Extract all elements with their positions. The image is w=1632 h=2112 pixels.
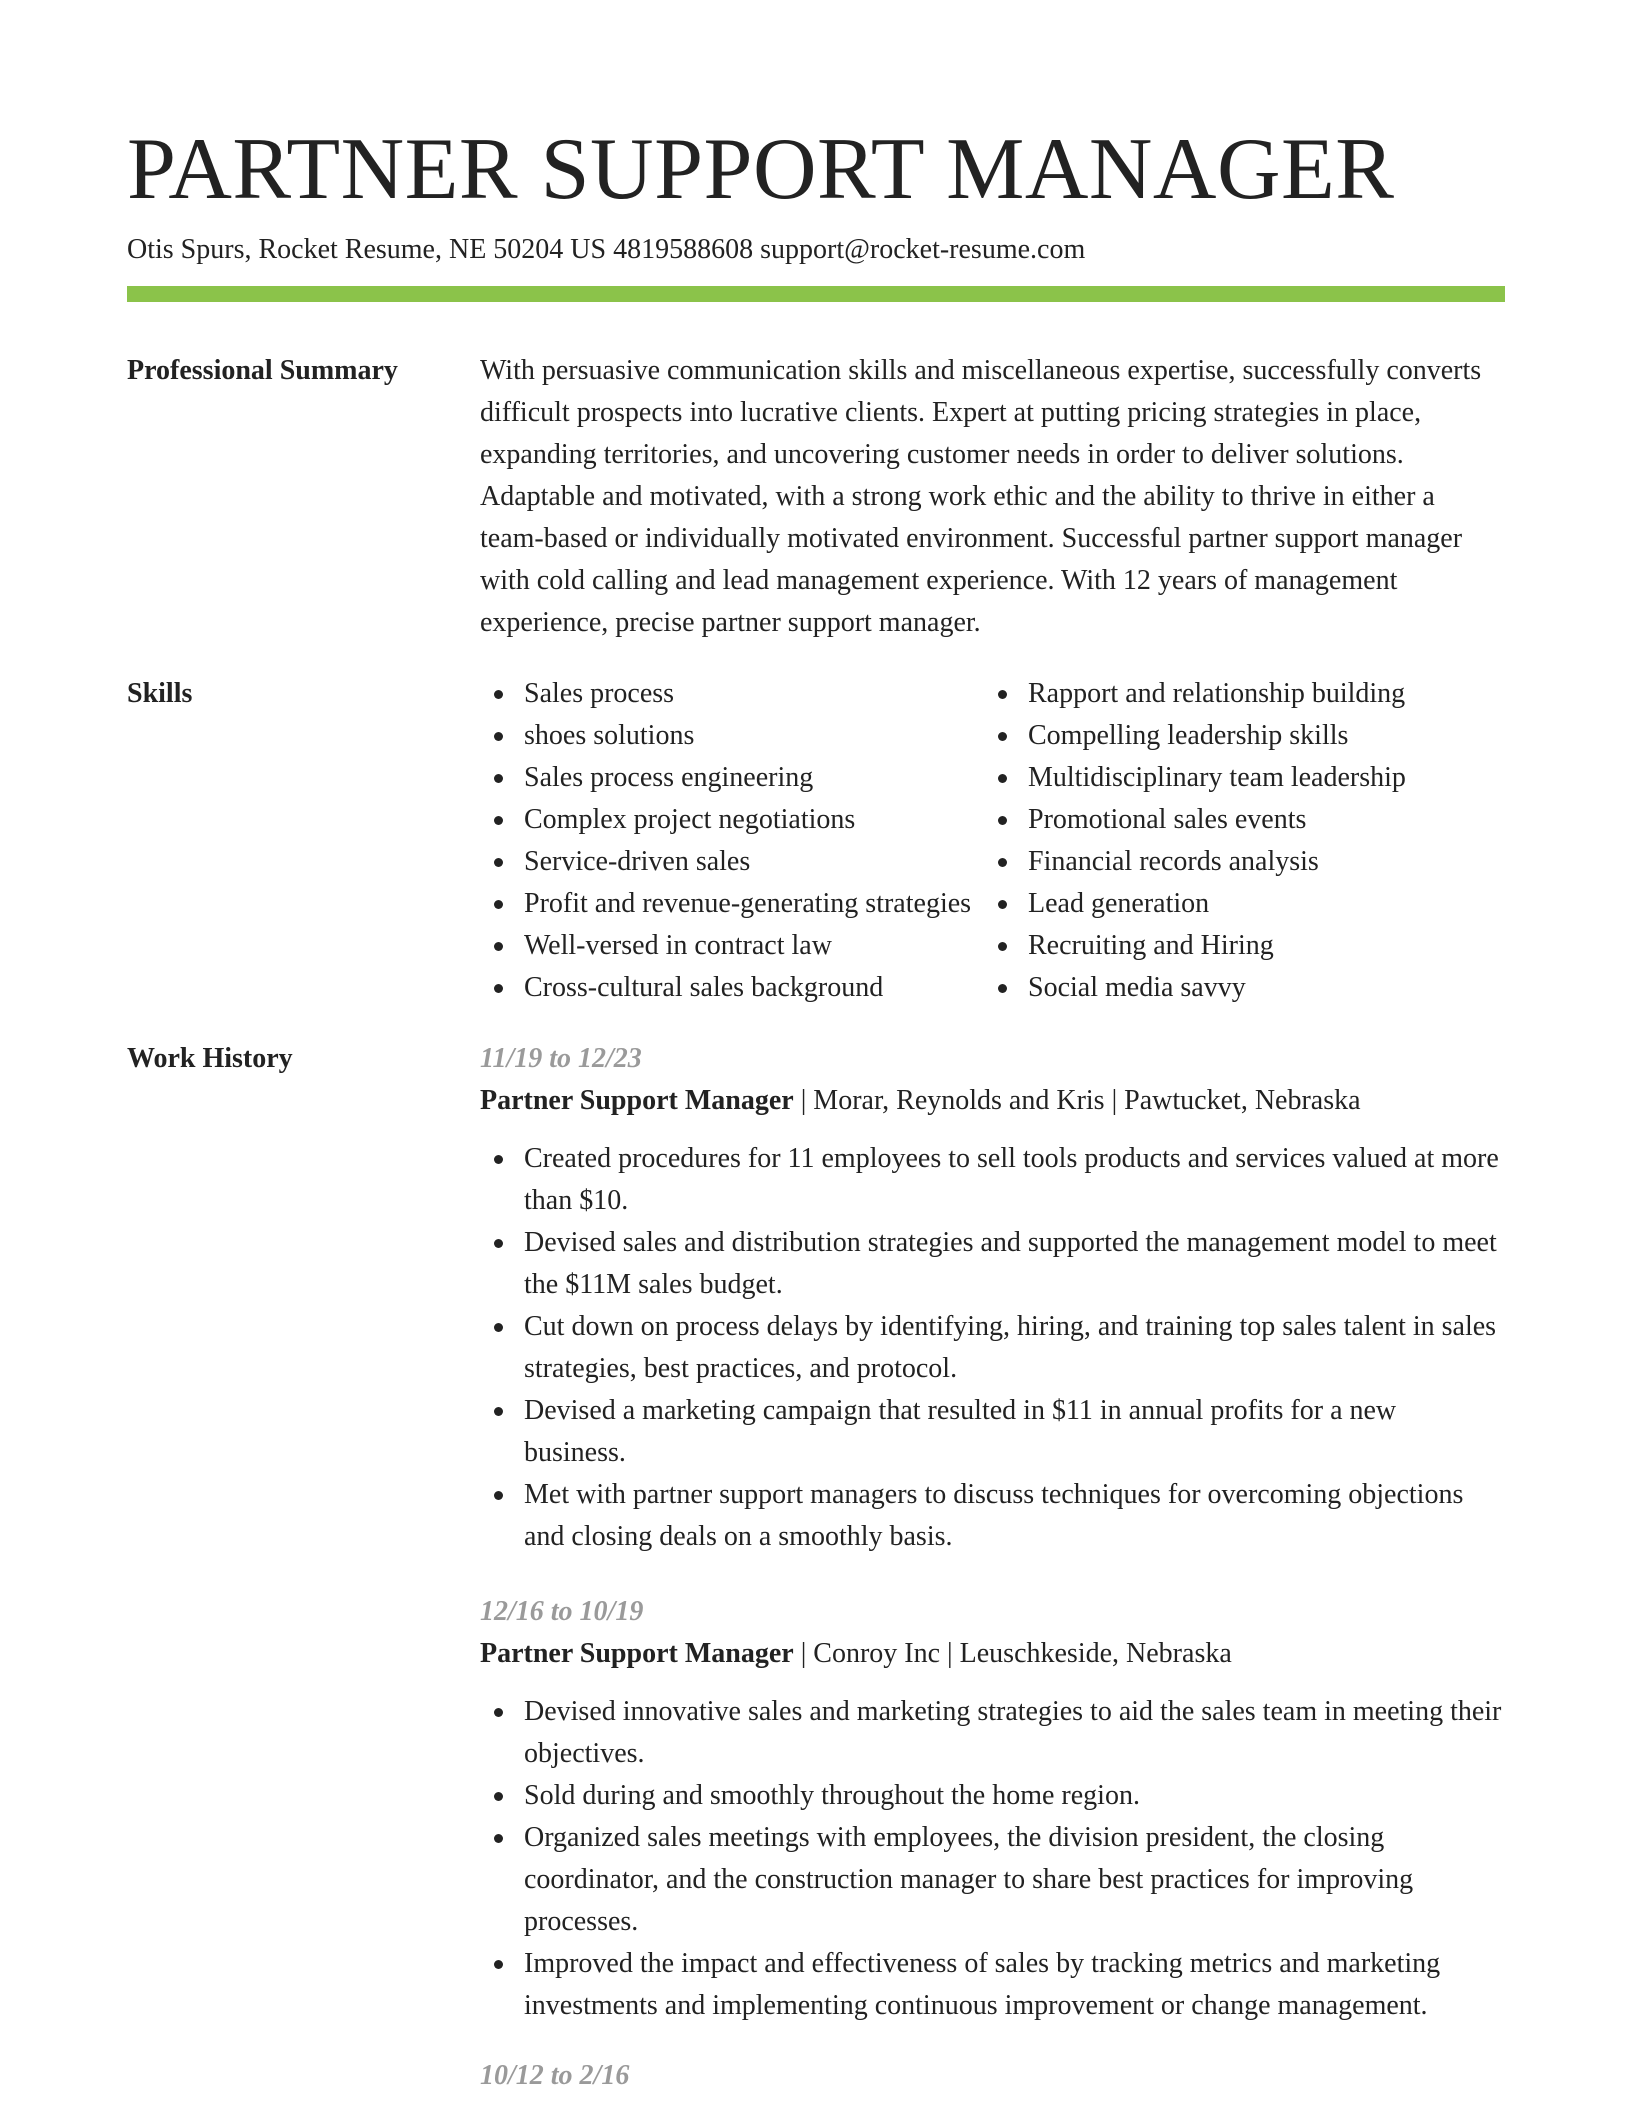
- skills-column-1: [480, 673, 984, 1009]
- skill-item: shoes solutions: [480, 715, 984, 757]
- skill-item: Recruiting and Hiring: [984, 925, 1505, 967]
- skill-item: Lead generation: [984, 883, 1505, 925]
- job-bullet: Sold during and smoothly throughout the home region.: [480, 1775, 1505, 1817]
- job-company-location: | Conroy Inc | Leuschkeside, Nebraska: [793, 1638, 1232, 1669]
- accent-divider: [127, 286, 1505, 302]
- job-bullet: Created procedures for 11 employees to sell tools products and services valued at more than $10.: [480, 1138, 1505, 1222]
- skill-item: Promotional sales events: [984, 799, 1505, 841]
- job-dates: 12/16 to 10/19: [480, 1596, 644, 1627]
- job-title: Partner Support Manager: [480, 1638, 794, 1669]
- job-bullet: Improved the impact and effectiveness of sales by tracking metrics and marketing investments and implementing continuous improvement or change management.: [480, 1943, 1505, 2027]
- resume-title: PARTNER SUPPORT MANAGER: [127, 121, 1395, 218]
- skill-item: Service-driven sales: [480, 841, 984, 883]
- job-bullet: Devised sales and distribution strategies and supported the management model to meet the $11M sales budget.: [480, 1222, 1505, 1306]
- skill-item: Compelling leadership skills: [984, 715, 1505, 757]
- skills-column-2: [984, 673, 1505, 1009]
- summary-text: With persuasive communication skills and miscellaneous expertise, successfully converts difficult prospects into lucrative clients. Expert at putting pricing strategies in place, expanding territories, and uncovering customer needs in order to deliver solutions. Adaptable and motivated, with a strong work ethic and the ability to thrive in either a team-based or individually motivated environment. Successful partner support manager with cold calling and lead management experience. With 12 years of management experience, precise partner support manager.: [480, 355, 1482, 638]
- section-label-skills: Skills: [127, 678, 193, 709]
- job-entry: [480, 2055, 1505, 2097]
- job-title: Partner Support Manager: [480, 1085, 794, 1116]
- job-bullet: Devised a marketing campaign that resulted in $11 in annual profits for a new business.: [480, 1390, 1505, 1474]
- skill-item: Financial records analysis: [984, 841, 1505, 883]
- skills-list: [480, 673, 1505, 1009]
- skill-item: Cross-cultural sales background: [480, 967, 984, 1009]
- contact-info: Otis Spurs, Rocket Resume, NE 50204 US 4819588608 support@rocket-resume.com: [127, 234, 1086, 265]
- job-bullet: Devised innovative sales and marketing strategies to aid the sales team in meeting their objectives.: [480, 1691, 1505, 1775]
- job-bullet-list: [480, 1691, 1505, 2027]
- skill-item: Complex project negotiations: [480, 799, 984, 841]
- job-dates: 10/12 to 2/16: [480, 2060, 630, 2091]
- job-entry: [480, 1591, 1505, 2027]
- section-label-summary: Professional Summary: [127, 355, 398, 386]
- job-dates: 11/19 to 12/23: [480, 1043, 642, 1074]
- skill-item: Sales process: [480, 673, 984, 715]
- job-entry: [480, 1038, 1505, 1558]
- job-bullet: Cut down on process delays by identifying, hiring, and training top sales talent in sales strategies, best practices, and protocol.: [480, 1306, 1505, 1390]
- skill-item: Multidisciplinary team leadership: [984, 757, 1505, 799]
- job-bullet: Met with partner support managers to discuss techniques for overcoming objections and closing deals on a smoothly basis.: [480, 1474, 1505, 1558]
- skill-item: Well-versed in contract law: [480, 925, 984, 967]
- skill-item: Rapport and relationship building: [984, 673, 1505, 715]
- job-header: [480, 1080, 1505, 1122]
- job-company-location: | Morar, Reynolds and Kris | Pawtucket, Nebraska: [793, 1085, 1361, 1116]
- job-header: [480, 1633, 1505, 1675]
- job-bullet: Organized sales meetings with employees, the division president, the closing coordinator, and the construction manager to share best practices for improving processes.: [480, 1817, 1505, 1943]
- section-label-work-history: Work History: [127, 1043, 293, 1074]
- skill-item: Social media savvy: [984, 967, 1505, 1009]
- job-bullet-list: [480, 1138, 1505, 1558]
- skill-item: Profit and revenue-generating strategies: [480, 883, 984, 925]
- skill-item: Sales process engineering: [480, 757, 984, 799]
